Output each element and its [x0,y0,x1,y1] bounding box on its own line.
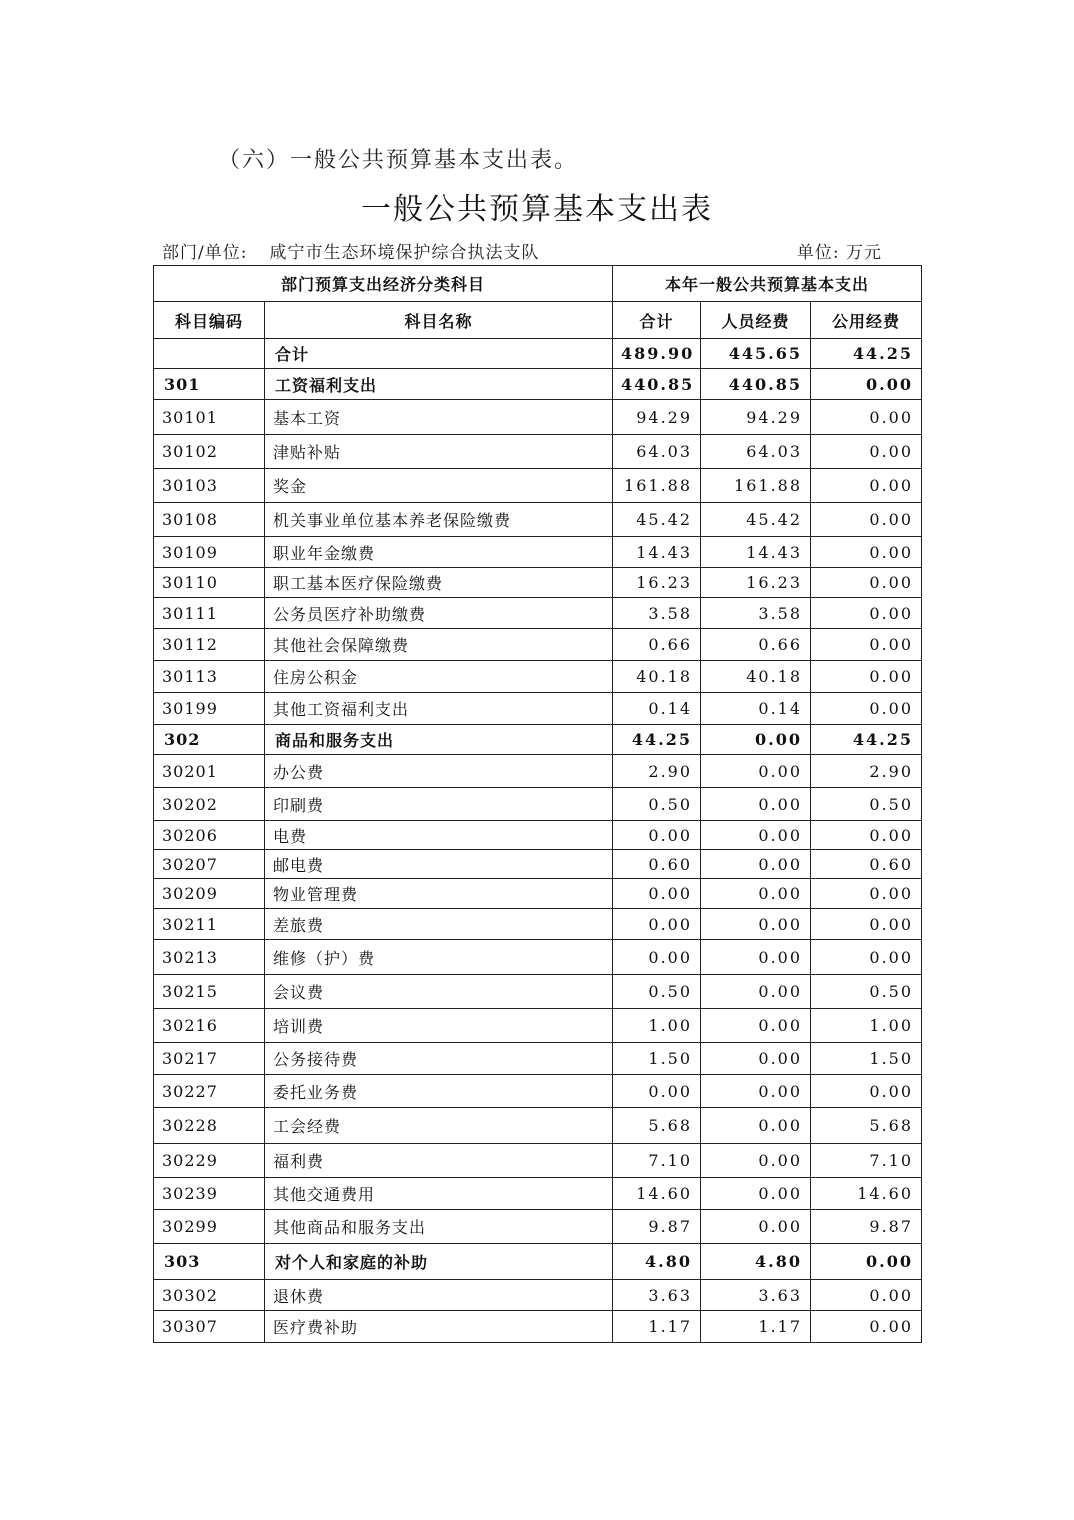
cell-public: 0.50 [811,975,922,1009]
table-row [154,879,922,909]
table-row [154,821,922,850]
cell-total: 0.00 [613,821,701,850]
cell-name: 津贴补贴 [265,435,613,469]
cell-code: 30307 [154,1311,265,1343]
cell-name: 维修（护）费 [265,940,613,975]
department-info [162,238,539,263]
table-row [154,1280,922,1311]
section-heading: （六）一般公共预算基本支出表。 [218,148,579,173]
cell-personnel: 16.23 [701,568,811,598]
column-header-total: 合计 [613,302,701,339]
cell-personnel: 0.00 [701,1178,811,1210]
cell-public: 1.50 [811,1043,922,1075]
table-row [154,537,922,568]
cell-code: 301 [154,369,265,400]
cell-name: 办公费 [265,755,613,788]
cell-total: 45.42 [613,503,701,537]
cell-personnel: 64.03 [701,435,811,469]
cell-code: 30111 [154,598,265,629]
cell-personnel: 0.00 [701,755,811,788]
cell-public: 0.00 [811,537,922,568]
column-header-public: 公用经费 [811,302,922,339]
cell-public: 0.00 [811,400,922,435]
cell-public: 2.90 [811,755,922,788]
cell-code: 30239 [154,1178,265,1210]
table-row [154,1043,922,1075]
column-header-name: 科目名称 [265,302,613,339]
page-title: 一般公共预算基本支出表 [361,192,713,227]
cell-personnel: 40.18 [701,661,811,693]
cell-code: 30213 [154,940,265,975]
cell-name: 退休费 [265,1280,613,1311]
cell-personnel: 0.00 [701,1144,811,1178]
table-row [154,598,922,629]
cell-total: 0.60 [613,850,701,879]
cell-total: 0.00 [613,879,701,909]
cell-personnel: 45.42 [701,503,811,537]
cell-code: 30206 [154,821,265,850]
cell-name: 机关事业单位基本养老保险缴费 [265,503,613,537]
column-header-code: 科目编码 [154,302,265,339]
table-row [154,1108,922,1144]
cell-code: 30110 [154,568,265,598]
cell-public: 0.00 [811,503,922,537]
cell-public: 0.00 [811,435,922,469]
cell-code: 30108 [154,503,265,537]
table-row [154,1144,922,1178]
cell-total: 9.87 [613,1210,701,1244]
cell-name: 电费 [265,821,613,850]
cell-code: 30109 [154,537,265,568]
cell-code: 30227 [154,1075,265,1108]
cell-personnel: 0.14 [701,693,811,725]
cell-personnel: 161.88 [701,469,811,503]
cell-total: 3.63 [613,1280,701,1311]
department-value: 咸宁市生态环境保护综合执法支队 [269,243,540,263]
table-meta [162,238,882,262]
cell-code: 30199 [154,693,265,725]
cell-public: 44.25 [811,339,922,369]
group-header-row [154,266,922,302]
table-row [154,339,922,369]
table-row [154,629,922,661]
table-row [154,1311,922,1343]
cell-public: 0.00 [811,940,922,975]
cell-total: 489.90 [613,339,701,369]
cell-public: 0.60 [811,850,922,879]
table-row [154,435,922,469]
table-row [154,369,922,400]
cell-total: 0.00 [613,1075,701,1108]
cell-name: 委托业务费 [265,1075,613,1108]
cell-total: 14.60 [613,1178,701,1210]
cell-name: 差旅费 [265,909,613,940]
cell-code: 30215 [154,975,265,1009]
table-body [154,339,922,1343]
cell-code: 30216 [154,1009,265,1043]
cell-total: 4.80 [613,1244,701,1280]
column-header-row [154,302,922,339]
table-row [154,1075,922,1108]
cell-total: 1.50 [613,1043,701,1075]
cell-personnel: 0.00 [701,940,811,975]
department-label: 部门/单位: [162,243,248,263]
cell-public: 0.00 [811,693,922,725]
cell-public: 0.00 [811,1075,922,1108]
cell-code [154,339,265,369]
cell-name: 合计 [265,339,613,369]
unit-label: 单位: 万元 [796,243,882,263]
cell-code: 30113 [154,661,265,693]
cell-total: 1.17 [613,1311,701,1343]
cell-personnel: 3.58 [701,598,811,629]
cell-personnel: 0.00 [701,975,811,1009]
table-row [154,1009,922,1043]
cell-name: 职工基本医疗保险缴费 [265,568,613,598]
cell-personnel: 3.63 [701,1280,811,1311]
cell-name: 工资福利支出 [265,369,613,400]
table-row [154,693,922,725]
cell-personnel: 0.00 [701,1075,811,1108]
cell-name: 工会经费 [265,1108,613,1144]
cell-name: 公务接待费 [265,1043,613,1075]
cell-total: 0.66 [613,629,701,661]
cell-code: 303 [154,1244,265,1280]
cell-name: 住房公积金 [265,661,613,693]
table-row [154,568,922,598]
cell-personnel: 4.80 [701,1244,811,1280]
cell-name: 其他交通费用 [265,1178,613,1210]
cell-personnel: 0.00 [701,909,811,940]
cell-total: 16.23 [613,568,701,598]
group-header-expenditure: 本年一般公共预算基本支出 [613,266,922,302]
cell-public: 0.50 [811,788,922,821]
cell-total: 2.90 [613,755,701,788]
cell-name: 印刷费 [265,788,613,821]
cell-personnel: 0.00 [701,788,811,821]
cell-name: 公务员医疗补助缴费 [265,598,613,629]
table-row [154,661,922,693]
table-row [154,755,922,788]
cell-name: 其他商品和服务支出 [265,1210,613,1244]
cell-total: 5.68 [613,1108,701,1144]
cell-name: 对个人和家庭的补助 [265,1244,613,1280]
cell-name: 基本工资 [265,400,613,435]
cell-public: 0.00 [811,629,922,661]
cell-total: 0.00 [613,940,701,975]
cell-name: 职业年金缴费 [265,537,613,568]
cell-total: 64.03 [613,435,701,469]
cell-name: 其他社会保障缴费 [265,629,613,661]
cell-personnel: 445.65 [701,339,811,369]
cell-name: 会议费 [265,975,613,1009]
cell-public: 0.00 [811,879,922,909]
cell-code: 30103 [154,469,265,503]
cell-public: 0.00 [811,1280,922,1311]
cell-total: 0.00 [613,909,701,940]
cell-total: 3.58 [613,598,701,629]
cell-code: 30201 [154,755,265,788]
cell-personnel: 0.00 [701,1210,811,1244]
cell-public: 0.00 [811,369,922,400]
cell-public: 0.00 [811,598,922,629]
cell-public: 0.00 [811,469,922,503]
table-row [154,975,922,1009]
cell-code: 30101 [154,400,265,435]
cell-personnel: 0.00 [701,1043,811,1075]
table-row [154,1178,922,1210]
cell-personnel: 0.00 [701,821,811,850]
column-header-personnel: 人员经费 [701,302,811,339]
table-row [154,788,922,821]
cell-public: 7.10 [811,1144,922,1178]
group-header-classification: 部门预算支出经济分类科目 [154,266,613,302]
cell-personnel: 0.00 [701,879,811,909]
cell-personnel: 0.00 [701,850,811,879]
cell-personnel: 0.00 [701,725,811,755]
cell-name: 商品和服务支出 [265,725,613,755]
cell-personnel: 1.17 [701,1311,811,1343]
cell-public: 0.00 [811,568,922,598]
cell-public: 9.87 [811,1210,922,1244]
cell-code: 30229 [154,1144,265,1178]
cell-personnel: 0.00 [701,1009,811,1043]
cell-public: 14.60 [811,1178,922,1210]
cell-total: 94.29 [613,400,701,435]
table-row [154,725,922,755]
cell-public: 0.00 [811,661,922,693]
cell-name: 奖金 [265,469,613,503]
cell-total: 161.88 [613,469,701,503]
cell-total: 0.50 [613,975,701,1009]
cell-code: 30202 [154,788,265,821]
cell-code: 30102 [154,435,265,469]
cell-public: 0.00 [811,1244,922,1280]
table-row [154,1210,922,1244]
table-row [154,503,922,537]
cell-total: 440.85 [613,369,701,400]
table-row [154,400,922,435]
cell-public: 0.00 [811,821,922,850]
cell-code: 30302 [154,1280,265,1311]
table-row [154,1244,922,1280]
cell-public: 0.00 [811,909,922,940]
cell-code: 30217 [154,1043,265,1075]
cell-total: 1.00 [613,1009,701,1043]
table-row [154,850,922,879]
cell-code: 302 [154,725,265,755]
cell-personnel: 0.66 [701,629,811,661]
cell-total: 0.50 [613,788,701,821]
cell-public: 1.00 [811,1009,922,1043]
table-row [154,940,922,975]
table-row [154,909,922,940]
cell-code: 30299 [154,1210,265,1244]
cell-name: 培训费 [265,1009,613,1043]
cell-public: 44.25 [811,725,922,755]
cell-personnel: 14.43 [701,537,811,568]
cell-public: 5.68 [811,1108,922,1144]
cell-code: 30228 [154,1108,265,1144]
budget-table [153,265,922,1343]
cell-name: 其他工资福利支出 [265,693,613,725]
cell-total: 14.43 [613,537,701,568]
cell-code: 30209 [154,879,265,909]
cell-personnel: 94.29 [701,400,811,435]
cell-public: 0.00 [811,1311,922,1343]
cell-personnel: 440.85 [701,369,811,400]
cell-code: 30112 [154,629,265,661]
cell-name: 邮电费 [265,850,613,879]
cell-personnel: 0.00 [701,1108,811,1144]
cell-name: 医疗费补助 [265,1311,613,1343]
cell-name: 物业管理费 [265,879,613,909]
cell-code: 30211 [154,909,265,940]
cell-name: 福利费 [265,1144,613,1178]
cell-total: 7.10 [613,1144,701,1178]
table-row [154,469,922,503]
cell-total: 0.14 [613,693,701,725]
cell-total: 40.18 [613,661,701,693]
cell-code: 30207 [154,850,265,879]
cell-total: 44.25 [613,725,701,755]
